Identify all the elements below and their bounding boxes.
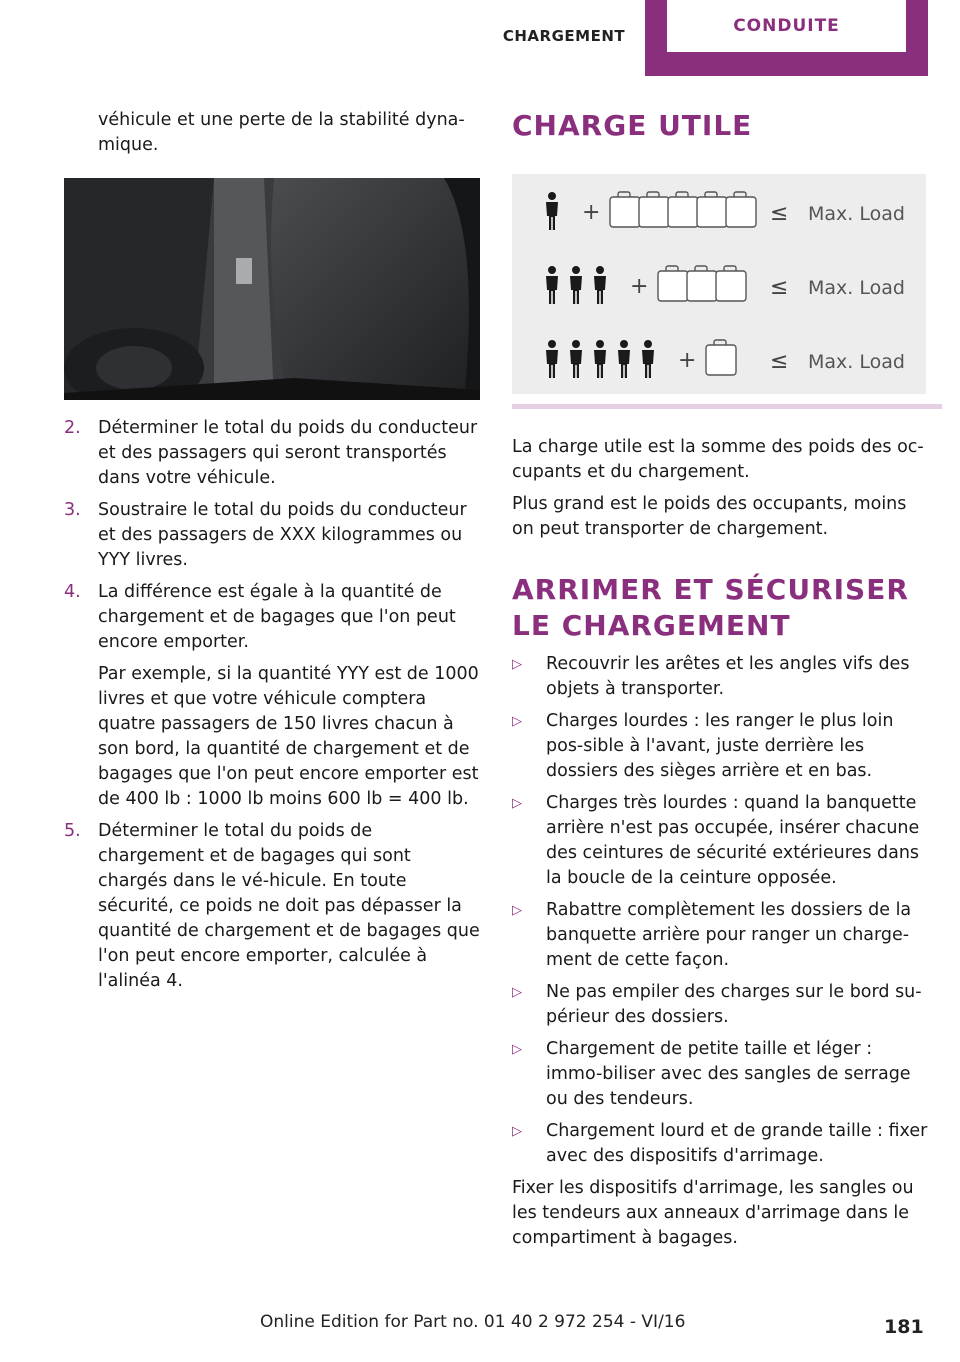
edition-footer: Online Edition for Part no. 01 40 2 972 254 - VI/16 [260, 1312, 686, 1332]
heading-charge-utile: CHARGE UTILE [512, 109, 753, 142]
step-item [64, 580, 482, 812]
person-icon [546, 192, 558, 230]
less-equal-sign: ≤ [770, 201, 789, 226]
bullet-text: Recouvrir les arêtes et les angles vifs des objets à transporter. [546, 654, 910, 699]
step-item [64, 819, 482, 994]
door-label-sticker [236, 258, 252, 284]
person-icon [594, 266, 606, 304]
bullet-text: Charges très lourdes : quand la banquette arrière n'est pas occupée, insérer chacune des ceintures de sécurité extérieures dans la boucle de la ceinture opposée. [546, 793, 920, 888]
closing-text: Fixer les dispositifs d'arrimage, les sangles ou les tendeurs aux anneaux d'arrimage dans le compartiment à bagages. [512, 1178, 914, 1248]
triangle-bullet-icon: ▷ [512, 1124, 522, 1139]
bullet-item [512, 980, 932, 1030]
bullet-item [512, 652, 932, 702]
left-column [64, 108, 482, 1001]
luggage-icon [639, 192, 669, 227]
luggage-icon [726, 192, 756, 227]
payload-definition: La charge utile est la somme des poids des oc-cupants et du chargement. [512, 437, 924, 482]
max-load-label: Max. Load [808, 351, 905, 373]
luggage-icon [668, 192, 698, 227]
plus-sign: + [678, 348, 697, 373]
bullet-text: Chargement de petite taille et léger : immo-biliser avec des sangles de serrage ou des tendeurs. [546, 1039, 911, 1109]
bullet-text: Chargement lourd et de grande taille : fixer avec des dispositifs d'arrimage. [546, 1121, 928, 1166]
intro-continuation: véhicule et une perte de la stabilité dyna-mique. [98, 110, 465, 155]
bullet-text: Rabattre complètement les dossiers de la banquette arrière pour ranger un charge-ment de cette façon. [546, 900, 912, 970]
step-item [64, 416, 482, 491]
max-load-label: Max. Load [808, 203, 905, 225]
heading-arrimer-securiser: ARRIMER ET SÉCURISER LE CHARGEMENT [512, 573, 909, 642]
section-tab-conduite [645, 0, 928, 76]
step-text: Soustraire le total du poids du conducteur et des passagers de XXX kilogrammes ou YYY livres. [98, 500, 467, 570]
securing-bullet-list [512, 652, 932, 1169]
max-load-label: Max. Load [808, 277, 905, 299]
payload-explanation: Plus grand est le poids des occupants, moins on peut transporter de chargement. [512, 494, 907, 539]
person-icon [546, 266, 558, 304]
person-icon [642, 340, 654, 378]
right-column [512, 108, 932, 1251]
bullet-item [512, 709, 932, 784]
step-text: Déterminer le total du poids du conducteur et des passagers qui seront transportés dans votre véhicule. [98, 418, 478, 488]
bullet-text: Ne pas empiler des charges sur le bord su-périeur des dossiers. [546, 982, 922, 1027]
door-opening-illustration [64, 178, 480, 400]
step-text: La différence est égale à la quantité de chargement et de bagages que l'on peut encore emporter. [98, 582, 456, 652]
step-item [64, 498, 482, 573]
plus-sign: + [582, 200, 601, 225]
bullet-item [512, 898, 932, 973]
triangle-bullet-icon: ▷ [512, 903, 522, 918]
person-icon [570, 340, 582, 378]
person-icon [594, 340, 606, 378]
step-text: Déterminer le total du poids de chargement et de bagages qui sont chargés dans le vé-hicule. En toute sécurité, ce poids ne doit pas dépasser la quantité de chargement et de bagages que l'on peut encore emporter, calculée à l'alinéa 4. [98, 821, 480, 991]
luggage-icon [716, 266, 746, 301]
person-icon [618, 340, 630, 378]
section-divider [512, 404, 942, 409]
triangle-bullet-icon: ▷ [512, 985, 522, 1000]
person-icon [546, 340, 558, 378]
step-number: 4. [64, 582, 81, 602]
luggage-icon [697, 192, 727, 227]
less-equal-sign: ≤ [770, 275, 789, 300]
step-number: 3. [64, 500, 81, 520]
less-equal-sign: ≤ [770, 349, 789, 374]
luggage-icon [610, 192, 640, 227]
car-door-sill-photo [64, 178, 480, 400]
person-icon [570, 266, 582, 304]
page-number: 181 [884, 1316, 924, 1338]
luggage-icon [706, 340, 736, 375]
section-tab-chargement: CHARGEMENT [502, 27, 626, 45]
steps-list [64, 416, 482, 994]
triangle-bullet-icon: ▷ [512, 714, 522, 729]
step-number: 5. [64, 821, 81, 841]
triangle-bullet-icon: ▷ [512, 1042, 522, 1057]
section-tab-conduite-label: CONDUITE [667, 0, 906, 52]
plus-sign: + [630, 274, 649, 299]
bullet-text: Charges lourdes : les ranger le plus loin pos-sible à l'avant, juste derrière les dossiers des sièges arrière et en bas. [546, 711, 894, 781]
triangle-bullet-icon: ▷ [512, 796, 522, 811]
max-load-diagram [512, 174, 926, 394]
luggage-icon [687, 266, 717, 301]
max-load-diagram-graphic [512, 174, 926, 394]
step-example-text: Par exemple, si la quantité YYY est de 1000 livres et que votre véhicule comptera quatre passagers de 150 livres chacun à son bord, la quantité de chargement et de bagages que l'on peut encore emporter est de 400 lb : 1000 lb moins 600 lb = 400 lb. [98, 664, 479, 809]
luggage-icon [658, 266, 688, 301]
triangle-bullet-icon: ▷ [512, 657, 522, 672]
bullet-item [512, 1119, 932, 1169]
step-number: 2. [64, 418, 81, 438]
bullet-item [512, 791, 932, 891]
bullet-item [512, 1037, 932, 1112]
